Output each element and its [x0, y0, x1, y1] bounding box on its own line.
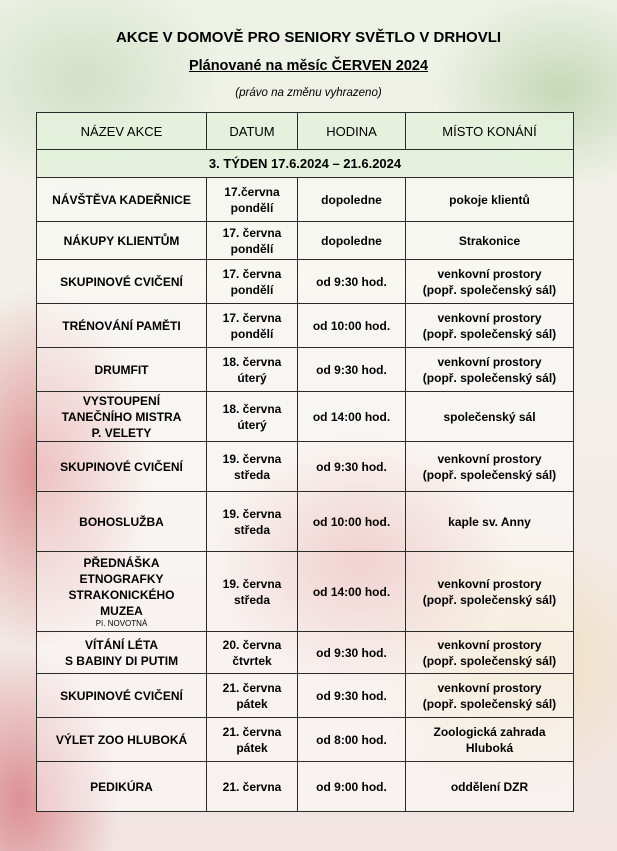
cell-date [207, 392, 298, 442]
column-header-time: HODINA [298, 113, 406, 150]
cell-date [207, 260, 298, 304]
place-line: pokoje klientů [449, 192, 530, 207]
cell-place [406, 178, 574, 222]
cell-place [406, 260, 574, 304]
cell-place [406, 492, 574, 552]
date-line: 18. června [222, 354, 282, 369]
cell-date [207, 442, 298, 492]
cell-place [406, 632, 574, 674]
cell-date [207, 552, 298, 632]
cell-time: od 9:30 hod. [298, 442, 406, 492]
disclaimer-note: (právo na změnu vyhrazeno) [235, 87, 382, 99]
table-row [37, 718, 574, 762]
cell-time: od 14:00 hod. [298, 552, 406, 632]
table-row [37, 260, 574, 304]
cell-name [37, 552, 207, 632]
cell-date [207, 632, 298, 674]
table-row [37, 632, 574, 674]
table-row [37, 178, 574, 222]
place-line: společenský sál [443, 409, 536, 424]
place-line: (popř. společenský sál) [422, 282, 557, 297]
column-header-name: NÁZEV AKCE [37, 113, 207, 150]
cell-time: od 9:30 hod. [298, 674, 406, 718]
name-line: TANEČNÍHO MISTRA [61, 409, 182, 424]
cell-date [207, 492, 298, 552]
cell-name [37, 178, 207, 222]
cell-date [207, 304, 298, 348]
name-line: VÍTÁNÍ LÉTA [84, 637, 159, 652]
name-line: PŘEDNÁŠKA [83, 555, 160, 570]
cell-place [406, 718, 574, 762]
date-line: 20. června [222, 637, 282, 652]
place-line: venkovní prostory [437, 451, 542, 466]
cell-time: od 9:30 hod. [298, 632, 406, 674]
name-line: TRÉNOVÁNÍ PAMĚTI [62, 318, 181, 333]
table-row [37, 492, 574, 552]
place-line: (popř. společenský sál) [422, 326, 557, 341]
cell-time: od 10:00 hod. [298, 492, 406, 552]
name-line: SKUPINOVÉ CVIČENÍ [60, 688, 183, 703]
cell-name [37, 492, 207, 552]
table-row [37, 304, 574, 348]
date-line: úterý [237, 417, 267, 432]
date-line: 21. června [222, 680, 282, 695]
cell-date [207, 718, 298, 762]
cell-name [37, 762, 207, 812]
week-row [37, 150, 574, 178]
table-row [37, 392, 574, 442]
name-line: PEDIKÚRA [90, 779, 153, 794]
name-line: SKUPINOVÉ CVIČENÍ [60, 459, 183, 474]
date-line: pondělí [230, 241, 274, 256]
place-line: (popř. společenský sál) [422, 592, 557, 607]
cell-name [37, 304, 207, 348]
date-line: 17. června [222, 225, 282, 240]
cell-place [406, 552, 574, 632]
date-line: pátek [236, 740, 268, 755]
name-line: NÁVŠTĚVA KADEŘNICE [52, 192, 191, 207]
cell-time: od 9:00 hod. [298, 762, 406, 812]
place-line: Hluboká [465, 740, 514, 755]
table-row [37, 222, 574, 260]
table-row [37, 348, 574, 392]
cell-name [37, 260, 207, 304]
date-line: 17. června [222, 310, 282, 325]
cell-name [37, 718, 207, 762]
cell-name [37, 674, 207, 718]
name-line: VYSTOUPENÍ [82, 393, 161, 408]
cell-name [37, 392, 207, 442]
table-row [37, 552, 574, 632]
cell-date [207, 674, 298, 718]
cell-place [406, 348, 574, 392]
name-line: NÁKUPY KLIENTŮM [63, 233, 180, 248]
date-line: 19. června [222, 576, 282, 591]
cell-place [406, 304, 574, 348]
column-header-place: MÍSTO KONÁNÍ [406, 113, 574, 150]
cell-name [37, 632, 207, 674]
place-line: oddělení DZR [450, 779, 529, 794]
cell-date [207, 222, 298, 260]
date-line: 21. června [222, 724, 282, 739]
date-line: 17. června [222, 266, 282, 281]
cell-date [207, 348, 298, 392]
place-line: venkovní prostory [437, 266, 542, 281]
place-line: venkovní prostory [437, 680, 542, 695]
lecturer-name: Pí. NOVOTNÁ [95, 618, 148, 628]
date-line: 21. června [222, 779, 282, 794]
cell-name [37, 442, 207, 492]
place-line: kaple sv. Anny [448, 514, 531, 529]
name-line: P. VELETY [91, 425, 152, 440]
place-line: (popř. společenský sál) [422, 370, 557, 385]
cell-name [37, 348, 207, 392]
place-line: (popř. společenský sál) [422, 467, 557, 482]
place-line: (popř. společenský sál) [422, 653, 557, 668]
cell-time: od 9:30 hod. [298, 260, 406, 304]
date-line: 19. června [222, 451, 282, 466]
page-subtitle: Plánované na měsíc ČERVEN 2024 [188, 58, 429, 74]
cell-name [37, 222, 207, 260]
place-line: Strakonice [458, 233, 521, 248]
date-line: středa [233, 522, 271, 537]
column-header-date: DATUM [207, 113, 298, 150]
name-line: VÝLET ZOO HLUBOKÁ [55, 732, 188, 747]
cell-place [406, 392, 574, 442]
name-line: S BABINY DI PUTIM [64, 653, 179, 668]
cell-time: dopoledne [298, 178, 406, 222]
date-line: středa [233, 592, 271, 607]
date-line: pondělí [230, 282, 274, 297]
cell-place [406, 674, 574, 718]
cell-date [207, 762, 298, 812]
date-line: pátek [236, 696, 268, 711]
date-line: úterý [237, 370, 267, 385]
name-line: DRUMFIT [94, 362, 149, 377]
place-line: (popř. společenský sál) [422, 696, 557, 711]
cell-date [207, 178, 298, 222]
name-line: SKUPINOVÉ CVIČENÍ [60, 274, 183, 289]
place-line: venkovní prostory [437, 310, 542, 325]
events-table [36, 112, 574, 812]
date-line: 17.června [224, 184, 280, 199]
date-line: 19. června [222, 506, 282, 521]
date-line: 18. června [222, 401, 282, 416]
date-line: pondělí [230, 326, 274, 341]
place-line: venkovní prostory [437, 354, 542, 369]
table-row [37, 674, 574, 718]
cell-place [406, 222, 574, 260]
date-line: středa [233, 467, 271, 482]
cell-place [406, 762, 574, 812]
cell-time: od 14:00 hod. [298, 392, 406, 442]
name-line: ETNOGRAFKY [79, 571, 164, 586]
name-line: MUZEA [100, 603, 143, 618]
cell-time: dopoledne [298, 222, 406, 260]
cell-time: od 9:30 hod. [298, 348, 406, 392]
place-line: venkovní prostory [437, 637, 542, 652]
week-label: 3. TÝDEN 17.6.2024 – 21.6.2024 [37, 150, 574, 178]
place-line: venkovní prostory [437, 576, 542, 591]
name-line: BOHOSLUŽBA [79, 514, 164, 529]
place-line: Zoologická zahrada [433, 724, 546, 739]
cell-place [406, 442, 574, 492]
page-title: AKCE V DOMOVĚ PRO SENIORY SVĚTLO V DRHOVLI [115, 29, 502, 46]
table-row [37, 762, 574, 812]
table-header-row [37, 113, 574, 150]
date-line: čtvrtek [232, 653, 272, 668]
name-line: STRAKONICKÉHO [68, 587, 175, 602]
cell-time: od 10:00 hod. [298, 304, 406, 348]
cell-time: od 8:00 hod. [298, 718, 406, 762]
date-line: pondělí [230, 200, 274, 215]
table-row [37, 442, 574, 492]
